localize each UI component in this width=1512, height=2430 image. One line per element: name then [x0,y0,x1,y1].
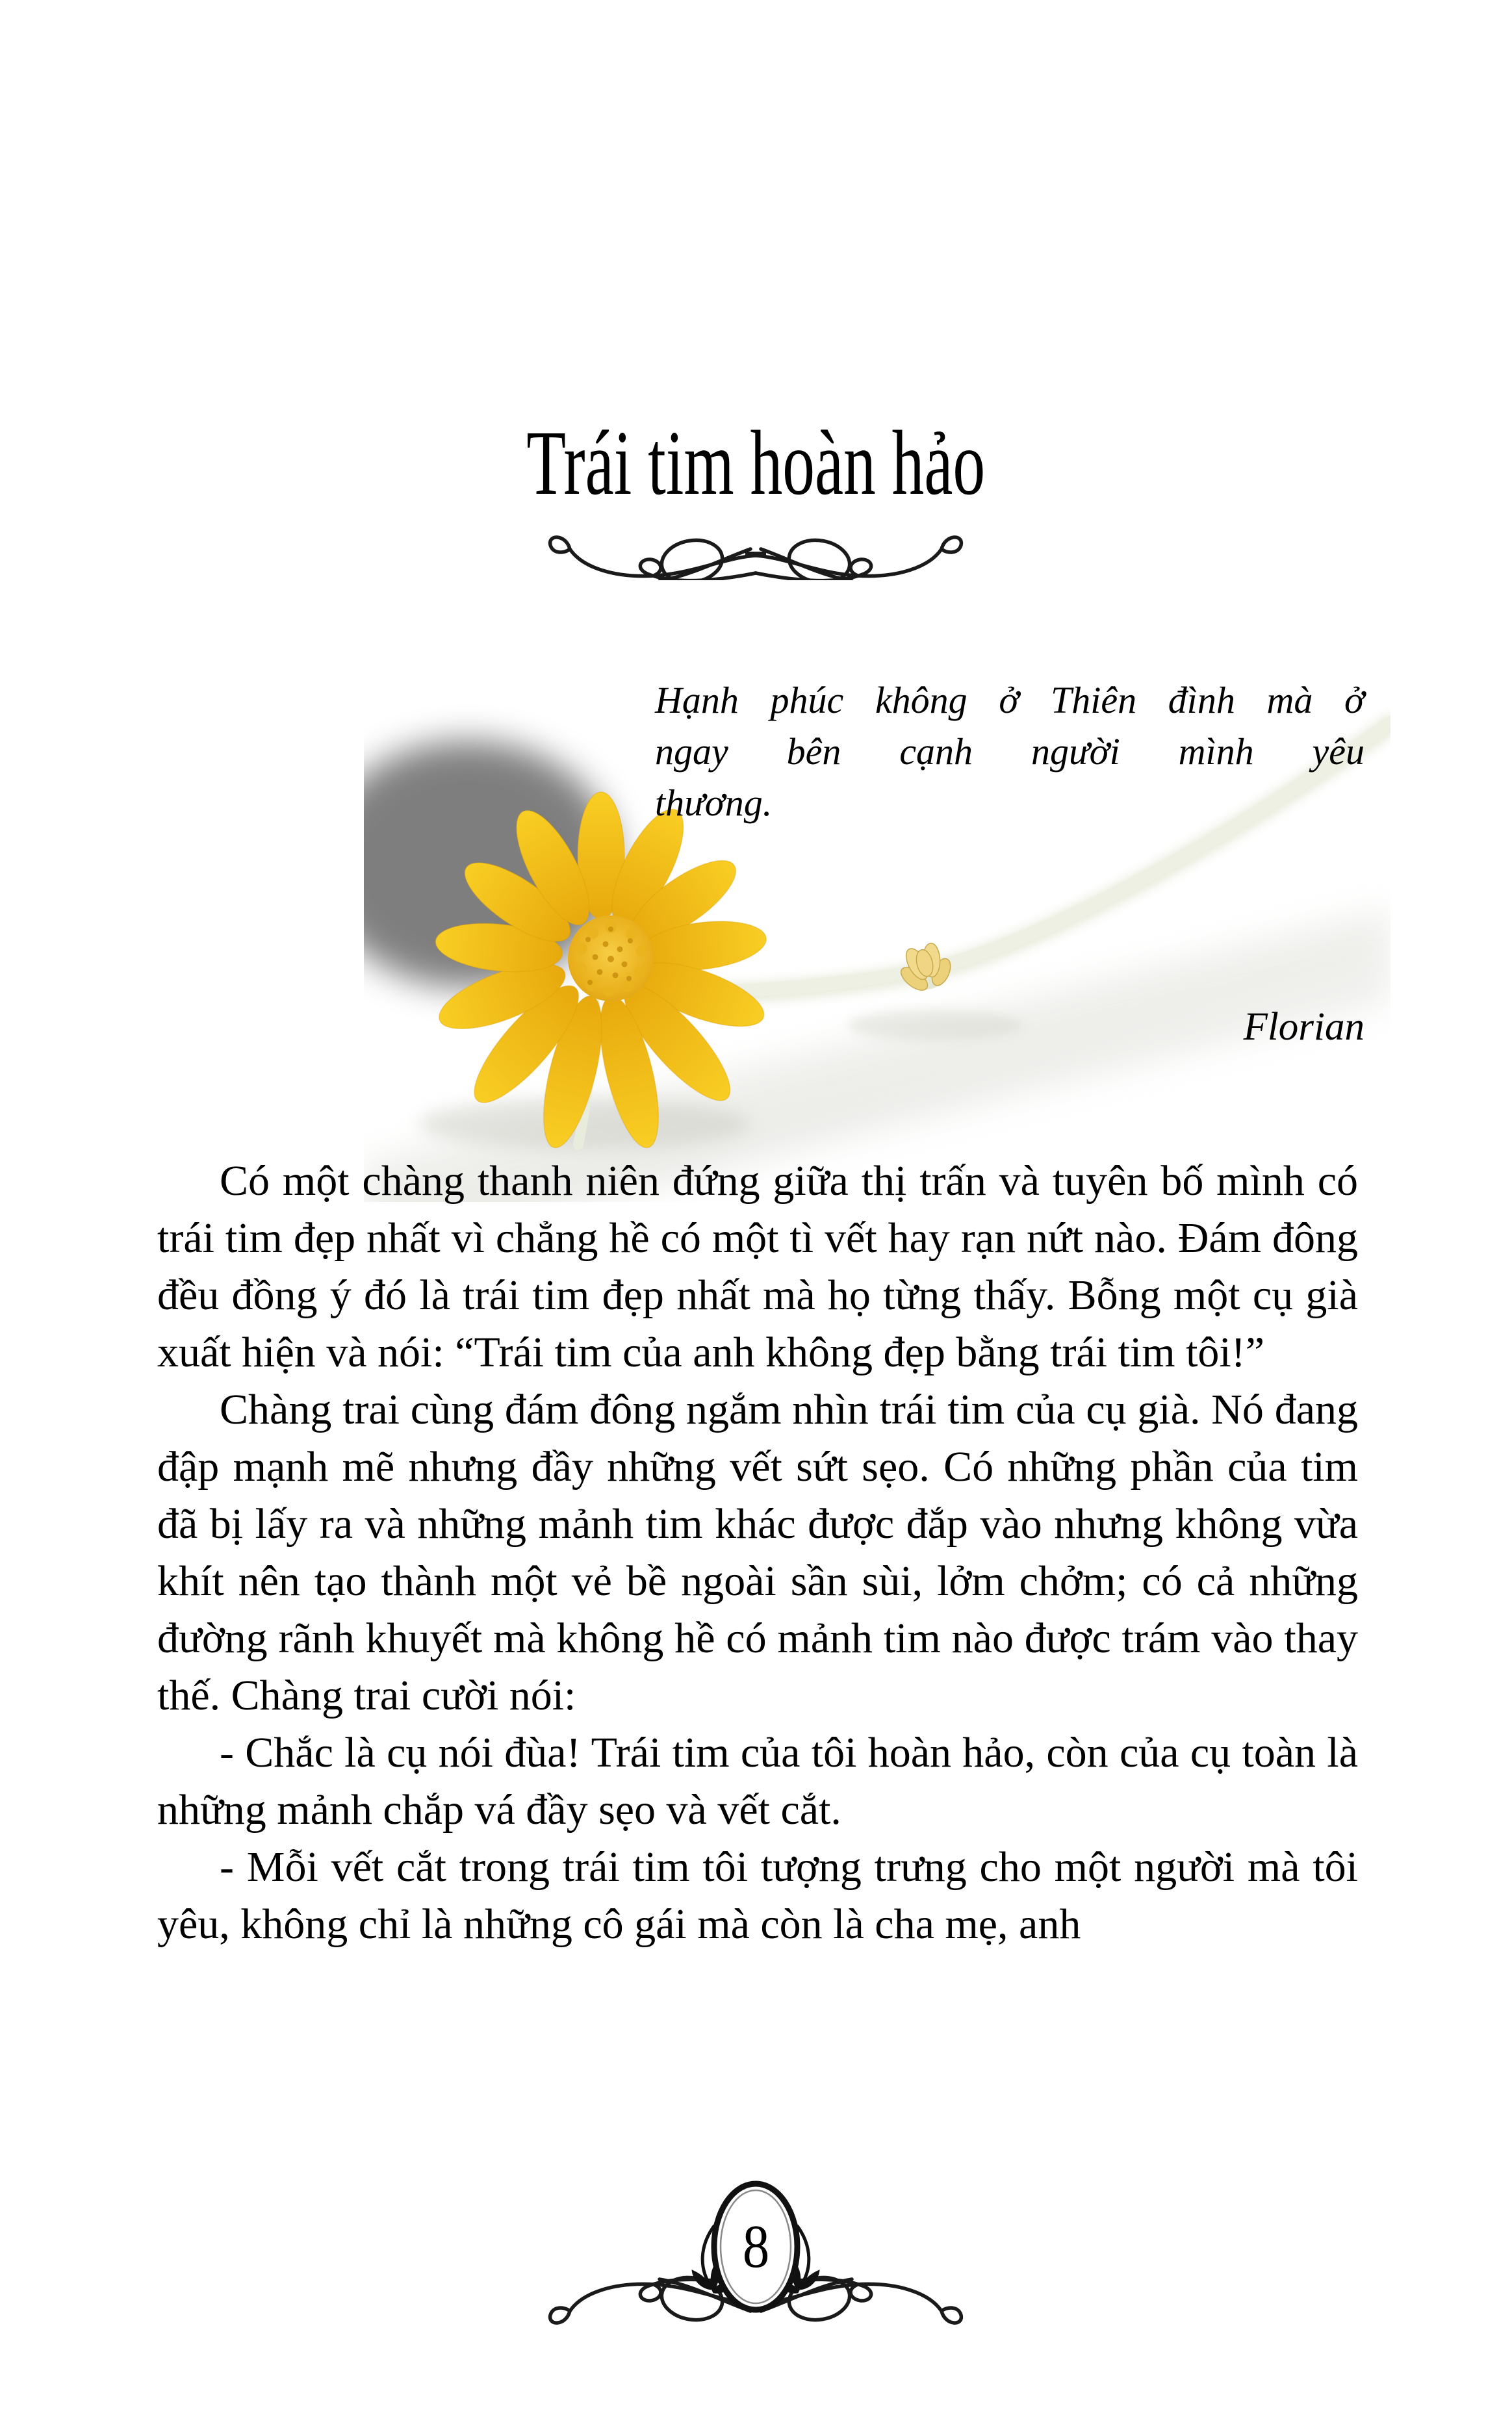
epigraph-line: thương. [655,782,773,824]
flourish-divider-icon [541,518,970,580]
story-paragraph: Chàng trai cùng đám đông ngắm nhìn trái tim của cụ già. Nó đang đập mạnh mẽ nhưng đầy những vết sứt sẹo. Có những phần của tim đã bị lấy ra và những mảnh tim khác được đắp vào nhưng không vừa khít nên tạo thành một vẻ bề ngoài sần sùi, lởm chởm; có cả những đường rãnh khuyết mà không hề có mảnh tim nào được trám vào thay thế. Chàng trai cười nói: [157,1386,1358,1719]
page-number: 8 [742,2213,769,2281]
story-paragraph: Có một chàng thanh niên đứng giữa thị trấn và tuyên bố mình có trái tim đẹp nhất vì chẳng hề có một tì vết hay rạn nứt nào. Đám đông đều đồng ý đó là trái tim đẹp nhất mà họ từng thấy. Bỗng một cụ già xuất hiện và nói: “Trái tim của anh không đẹp bằng trái tim tôi!” [157,1157,1358,1376]
story-paragraph: - Chắc là cụ nói đùa! Trái tim của tôi hoàn hảo, còn của cụ toàn là những mảnh chắp vá đầy sẹo và vết cắt. [157,1729,1358,1834]
page-title [0,413,1512,512]
epigraph-attribution: Florian [1243,1005,1365,1049]
epigraph [655,674,1365,828]
page-title-text: Trái tim hoàn hảo [526,411,986,514]
epigraph-line: Hạnh phúc không ở Thiên đình mà ở [655,679,1365,721]
story-text [157,1153,1358,1953]
epigraph-line: ngay bên cạnh người mình yêu [655,730,1365,773]
story-paragraph: - Mỗi vết cắt trong trái tim tôi tượng trưng cho một người mà tôi yêu, không chỉ là những cô gái mà còn là cha mẹ, anh [157,1843,1358,1948]
daisy-disc [568,915,654,1001]
